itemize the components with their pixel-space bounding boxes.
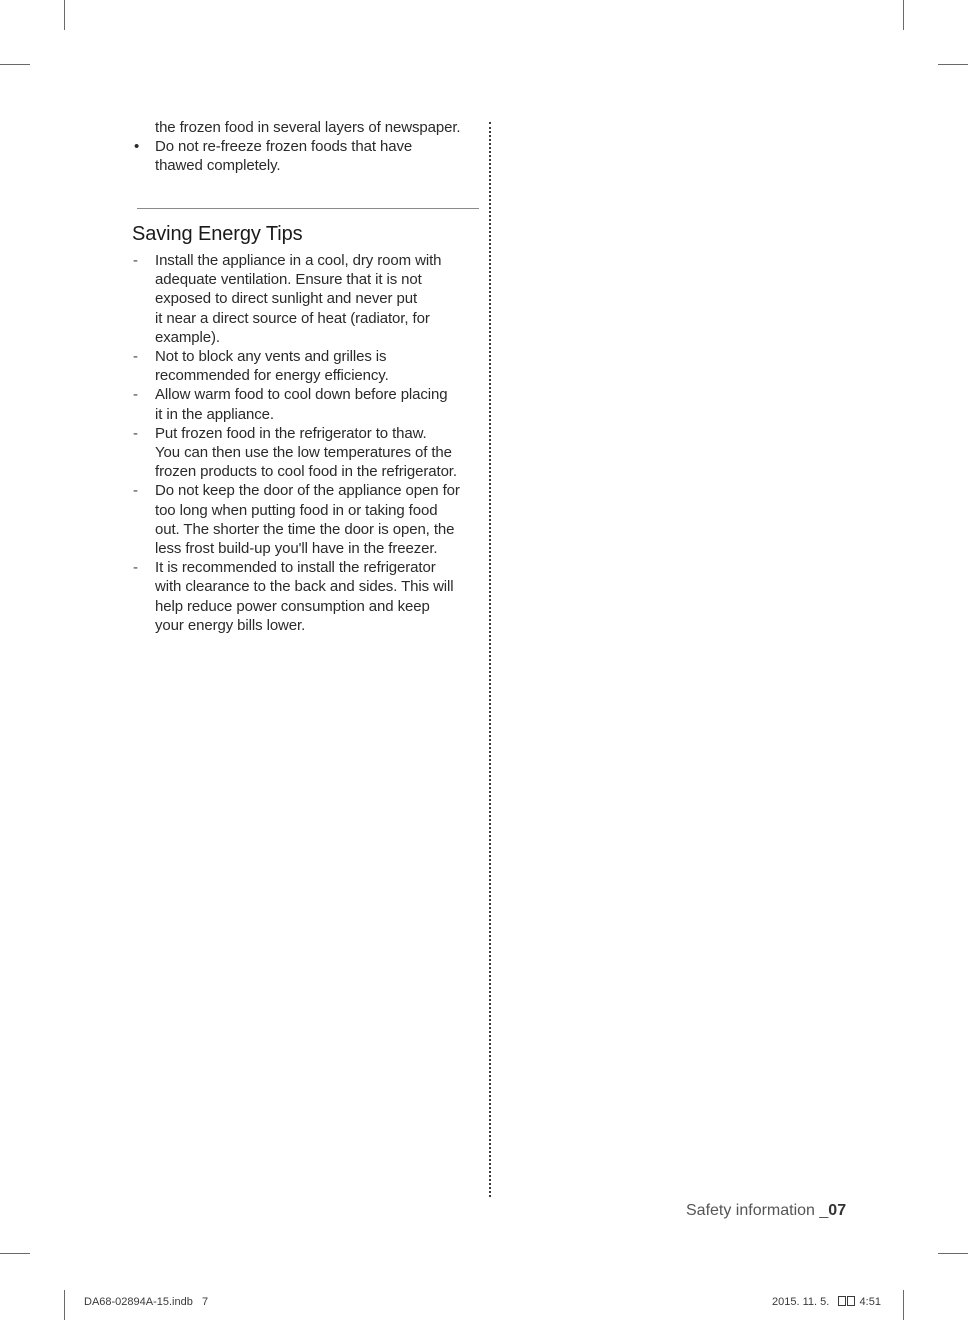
tip-line: Allow warm food to cool down before placing [155,386,448,404]
dash-marker: - [133,386,138,404]
dash-marker: - [133,559,138,577]
tip-line: less frost build-up you'll have in the freezer. [155,540,438,558]
column-divider [489,122,491,1197]
print-slug-datetime [772,1296,881,1308]
tip-line: it near a direct source of heat (radiator, for [155,309,430,327]
tip-line: Put frozen food in the refrigerator to thaw. [155,424,427,442]
crop-mark [64,1290,65,1320]
dash-marker: - [133,252,138,269]
tip-line: It is recommended to install the refrigerator [155,559,436,577]
page-footer [686,1202,846,1220]
tip-line: example). [155,328,220,346]
bullet-marker: • [134,138,140,156]
dash-marker: - [133,482,138,500]
tip-line: Do not keep the door of the appliance open for [155,482,460,500]
tip-item [132,424,482,482]
tip-line: You can then use the low temperatures of the [155,444,452,462]
tip-item [132,558,482,635]
print-slug-time: 4:51 [859,1296,881,1308]
print-slug-file: DA68-02894A-15.indb 7 [84,1296,209,1308]
crop-mark [903,0,904,30]
tip-line: too long when putting food in or taking food [155,501,438,519]
crop-mark [64,0,65,30]
footer-section-label: Safety information _ [686,1202,829,1219]
tips-list [132,251,482,635]
tip-line: out. The shorter the time the door is open, the [155,520,455,538]
crop-mark [938,1253,968,1254]
box-glyph-icon [847,1296,855,1306]
tip-line: adequate ventilation. Ensure that it is not [155,271,422,289]
tip-line: Install the appliance in a cool, dry room with [155,252,442,269]
box-glyph-icon [838,1296,846,1306]
crop-mark [0,1253,30,1254]
tip-item [132,347,482,385]
section-rule [137,208,479,209]
tip-line: help reduce power consumption and keep [155,597,430,615]
tip-line: recommended for energy efficiency. [155,367,389,385]
top-fragment [132,118,482,176]
tip-item [132,251,482,347]
crop-mark [0,64,30,65]
bullet-line: Do not re-freeze frozen foods that have [155,138,413,156]
tip-line: frozen products to cool food in the refrigerator. [155,463,457,481]
bullet-line: thawed completely. [155,157,281,175]
print-slug-date: 2015. 11. 5. [772,1296,830,1308]
tip-line: your energy bills lower. [155,616,306,634]
tip-line: Not to block any vents and grilles is [155,348,387,366]
continuation-line: the frozen food in several layers of newspaper. [155,119,461,136]
crop-mark [903,1290,904,1320]
tip-item [132,385,482,423]
tip-line: with clearance to the back and sides. This will [155,578,454,596]
tip-line: it in the appliance. [155,405,274,423]
tip-line: exposed to direct sunlight and never put [155,290,418,308]
crop-mark [938,64,968,65]
bullet-item [132,137,482,175]
tip-item [132,481,482,558]
page-number: 07 [828,1202,847,1219]
dash-marker: - [133,424,138,442]
dash-marker: - [133,348,138,366]
section-heading: Saving Energy Tips [132,223,303,245]
